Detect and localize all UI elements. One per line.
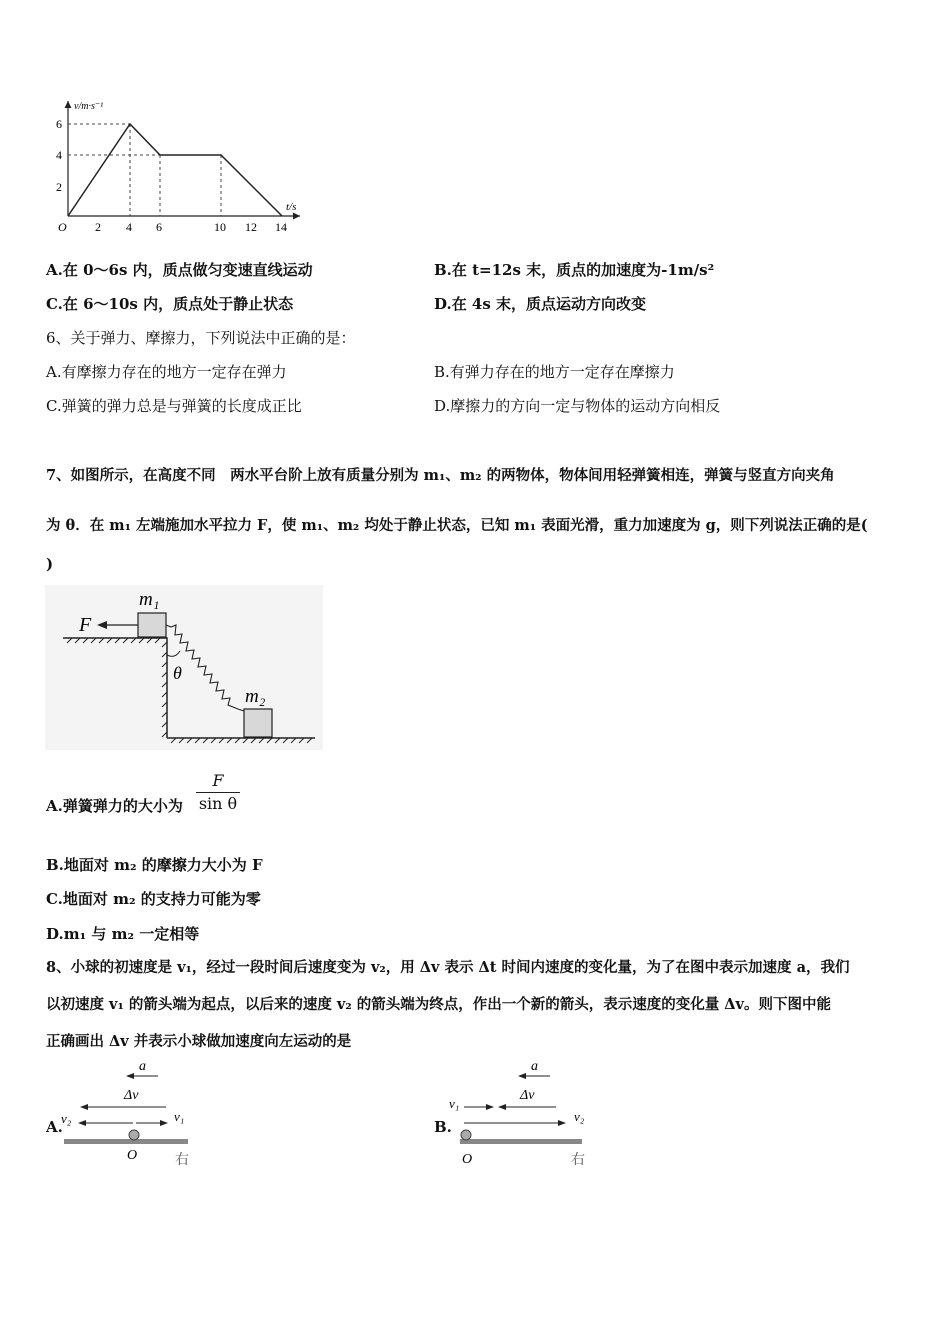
q5-option-c: C.在 6～10s 内，质点处于静止状态	[46, 295, 294, 313]
ball	[461, 1130, 471, 1140]
y-tick: 2	[56, 180, 62, 194]
q7-option-b: B.地面对 m₂ 的摩擦力大小为 F	[46, 856, 263, 874]
q8-line3: 正确画出 Δv 并表示小球做加速度向左运动的是	[46, 1033, 352, 1050]
v1-label: v₁	[174, 1109, 185, 1124]
dv-label: Δv	[520, 1088, 535, 1103]
v1-label: v₁	[449, 1096, 460, 1111]
q7-stem-line2: 为 θ．在 m₁ 左端施加水平拉力 F，使 m₁、m₂ 均处于静止状态，已知 m₁ 表面光滑，重力加速度为 g，则下列说法正确的是(	[46, 517, 868, 534]
fraction-denominator: sin θ	[198, 794, 238, 813]
right-label: 右	[571, 1153, 585, 1168]
origin-label: O	[58, 220, 67, 234]
x-tick: 12	[245, 220, 257, 234]
q7-stem-line3: )	[46, 555, 54, 573]
dv-label: Δv	[124, 1088, 139, 1103]
x-tick: 10	[214, 220, 226, 234]
q7-option-a: A.弹簧弹力的大小为	[46, 797, 183, 815]
velocity-line	[68, 124, 282, 216]
x-tick: 4	[126, 220, 132, 234]
a-label: a	[139, 1059, 146, 1074]
right-label: 右	[175, 1153, 189, 1168]
v2-label: v₂	[61, 1111, 72, 1126]
q6-option-c: C.弹簧的弹力总是与弹簧的长度成正比	[46, 397, 302, 415]
q8-option-b-label: B.	[434, 1118, 452, 1136]
origin-label: O	[127, 1148, 138, 1163]
y-tick: 4	[56, 148, 62, 162]
ball	[129, 1130, 139, 1140]
y-axis-label: v/m·s⁻¹	[74, 101, 104, 112]
fraction-numerator: F	[212, 771, 224, 790]
y-tick: 6	[56, 117, 62, 131]
q6-option-d: D.摩擦力的方向一定与物体的运动方向相反	[434, 397, 721, 415]
force-label: F	[79, 614, 92, 636]
origin-label: O	[462, 1152, 473, 1167]
q8-option-b-figure	[446, 1055, 596, 1170]
q5-option-b: B.在 t=12s 末，质点的加速度为-1m/s²	[434, 261, 715, 279]
q8-line2: 以初速度 v₁ 的箭头端为起点，以后来的速度 v₂ 的箭头端为终点，作出一个新的箭头，表示速度的变化量 Δv。则下图中能	[46, 996, 831, 1013]
q8-option-a-label: A.	[46, 1118, 63, 1136]
q7-figure	[45, 585, 323, 750]
q7-option-c: C.地面对 m₂ 的支持力可能为零	[46, 890, 261, 908]
vt-graph	[50, 95, 310, 240]
a-label: a	[531, 1059, 538, 1074]
theta-label: θ	[173, 663, 182, 683]
x-tick: 2	[95, 220, 101, 234]
x-tick: 14	[275, 220, 287, 234]
q6-stem: 6、关于弹力、摩擦力，下列说法中正确的是：	[46, 329, 356, 347]
q8-line1: 8、小球的初速度是 v₁，经过一段时间后速度变为 v₂，用 Δv 表示 Δt 时间内速度的变化量，为了在图中表示加速度 a，我们	[46, 959, 850, 976]
q7-option-a-fraction	[196, 771, 240, 814]
m1-block	[138, 613, 166, 637]
x-axis-label: t/s	[286, 201, 297, 213]
q7-option-d: D.m₁ 与 m₂ 一定相等	[46, 925, 200, 943]
q7-stem-line1: 7、如图所示，在高度不同 两水平台阶上放有质量分别为 m₁、m₂ 的两物体，物体间用轻弹簧相连，弹簧与竖直方向夹角	[46, 467, 835, 484]
m1-label: m₁	[139, 589, 160, 610]
q6-option-a: A.有摩擦力存在的地方一定存在弹力	[46, 363, 287, 381]
x-tick: 6	[156, 220, 162, 234]
v2-label: v₂	[574, 1109, 585, 1124]
q6-option-b: B.有弹力存在的地方一定存在摩擦力	[434, 363, 675, 381]
m2-label: m₂	[245, 686, 266, 707]
m2-block	[244, 709, 272, 737]
q5-option-a: A.在 0～6s 内，质点做匀变速直线运动	[46, 261, 313, 279]
q8-option-a-figure	[58, 1055, 208, 1170]
q5-option-d: D.在 4s 末，质点运动方向改变	[434, 295, 647, 313]
